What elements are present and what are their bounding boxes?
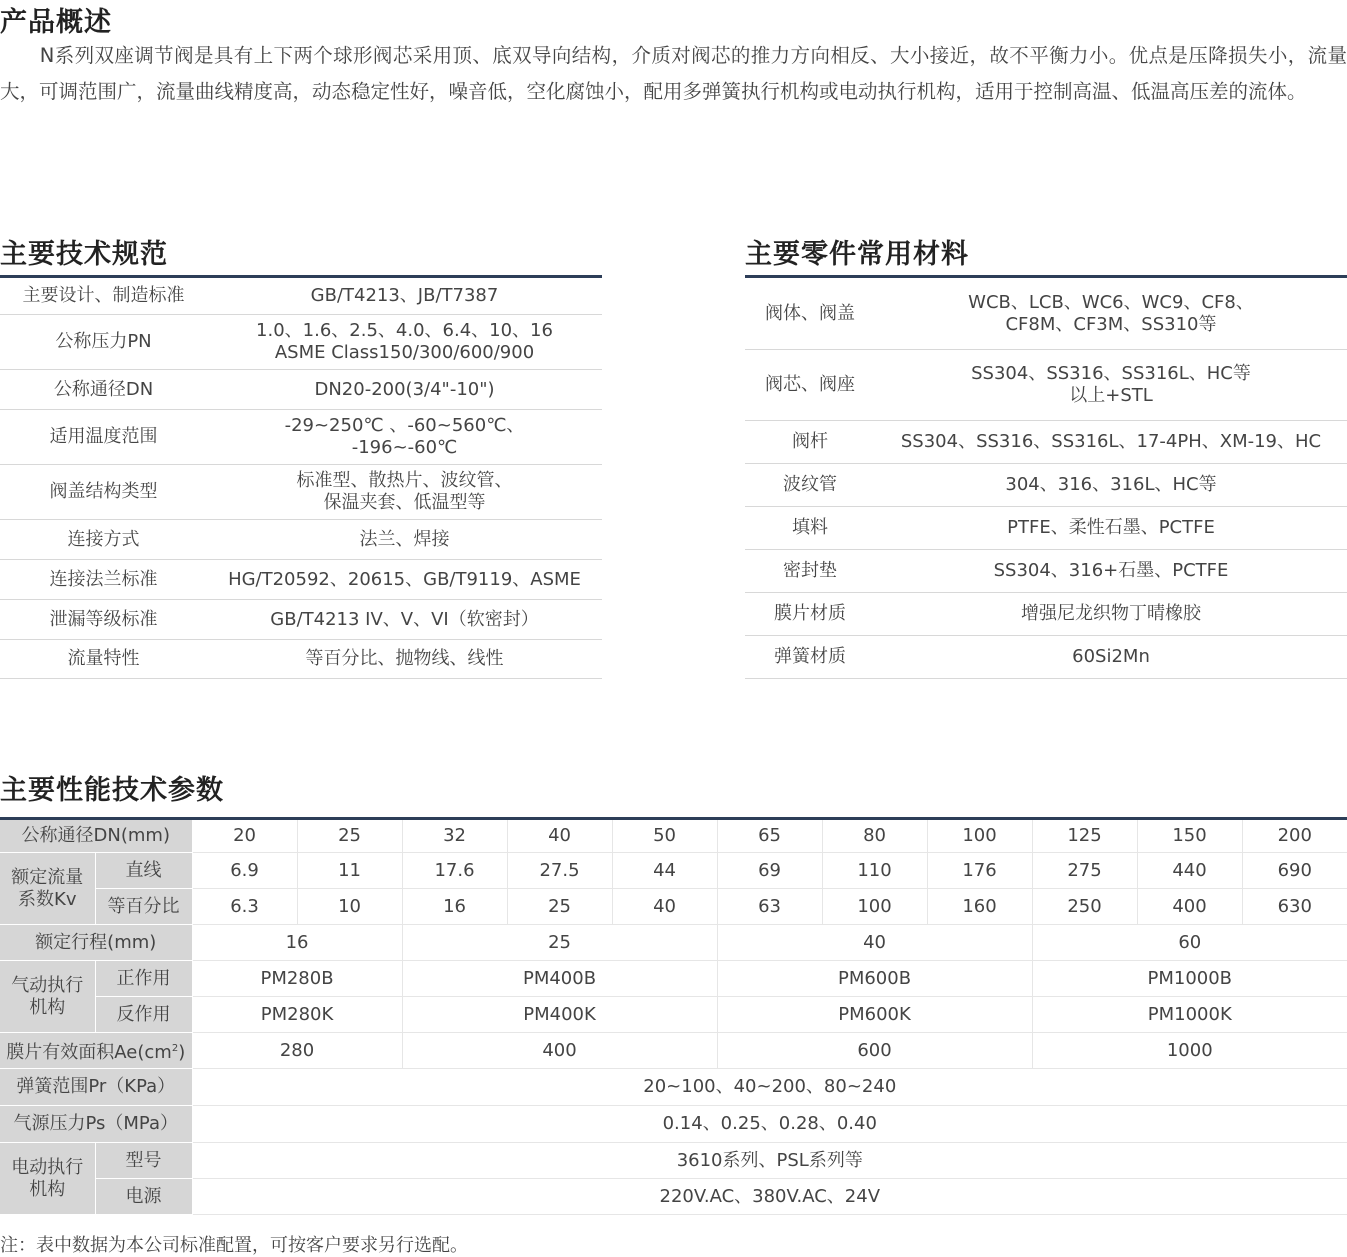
footnote: 注：表中数据为本公司标准配置，可按客户要求另行选配。 [0,1235,468,1256]
material-value: SS304、316+石墨、PCTFE [875,550,1347,593]
spec-row [0,465,602,520]
spec-row [0,277,602,315]
air-label: 气源压力Ps（MPa） [0,1106,192,1143]
spec-value: GB/T4213 IV、V、VI（软密封） [207,600,602,640]
spec-row [0,410,602,465]
row-kv-eq [0,889,1347,925]
specs-title: 主要技术规范 [0,239,168,270]
spec-row [0,370,602,410]
material-value: PTFE、柔性石墨、PCTFE [875,507,1347,550]
material-row [745,507,1347,550]
kv-cell: 27.5 [507,853,612,889]
area-cell: 280 [192,1033,402,1069]
stroke-cell: 25 [402,925,717,961]
row-area [0,1033,1347,1069]
spring-label: 弹簧范围Pr（KPa） [0,1069,192,1106]
kv-cell: 6.3 [192,889,297,925]
material-row [745,550,1347,593]
dn-cell: 40 [507,819,612,853]
air-cell: 0.14、0.25、0.28、0.40 [192,1106,1347,1143]
pneu-label: 气动执行 机构 [0,961,95,1033]
spec-label: 泄漏等级标准 [0,600,207,640]
material-row [745,277,1347,350]
spec-label: 阀盖结构类型 [0,465,207,520]
dn-cell: 20 [192,819,297,853]
kv-cell: 10 [297,889,402,925]
spec-label: 公称通径DN [0,370,207,410]
performance-title: 主要性能技术参数 [0,775,224,806]
reverse-cell: PM600K [717,997,1032,1033]
spec-value: 1.0、1.6、2.5、4.0、6.4、10、16 ASME Class150/300/600/900 [207,315,602,370]
reverse-cell: PM1000K [1032,997,1347,1033]
material-value: WCB、LCB、WC6、WC9、CF8、 CF8M、CF3M、SS310等 [875,277,1347,350]
row-stroke [0,925,1347,961]
spec-label: 连接法兰标准 [0,560,207,600]
direct-cell: PM600B [717,961,1032,997]
material-value: 60Si2Mn [875,636,1347,679]
material-row [745,421,1347,464]
stroke-cell: 40 [717,925,1032,961]
kv-cell: 630 [1242,889,1347,925]
kv-label: 额定流量 系数Kv [0,853,95,925]
kv-cell: 11 [297,853,402,889]
material-label: 波纹管 [745,464,875,507]
dn-cell: 125 [1032,819,1137,853]
direct-label: 正作用 [95,961,192,997]
spec-row [0,600,602,640]
dn-cell: 25 [297,819,402,853]
kv-cell: 110 [822,853,927,889]
dn-cell: 65 [717,819,822,853]
row-air [0,1106,1347,1143]
direct-cell: PM280B [192,961,402,997]
kv-cell: 69 [717,853,822,889]
row-kv-linear [0,853,1347,889]
spec-row [0,520,602,560]
spec-value: 等百分比、抛物线、线性 [207,640,602,679]
elec-label: 电动执行 机构 [0,1143,95,1215]
dn-cell: 50 [612,819,717,853]
spec-label: 连接方式 [0,520,207,560]
area-cell: 600 [717,1033,1032,1069]
direct-cell: PM400B [402,961,717,997]
kv-cell: 690 [1242,853,1347,889]
spec-row [0,640,602,679]
kv-cell: 100 [822,889,927,925]
spec-row [0,315,602,370]
kv-cell: 25 [507,889,612,925]
material-value: 增强尼龙织物丁晴橡胶 [875,593,1347,636]
kv-linear-label: 直线 [95,853,192,889]
spec-row [0,560,602,600]
stroke-cell: 60 [1032,925,1347,961]
kv-cell: 40 [612,889,717,925]
dn-cell: 80 [822,819,927,853]
kv-cell: 400 [1137,889,1242,925]
spec-value: 标准型、散热片、波纹管、 保温夹套、低温型等 [207,465,602,520]
kv-cell: 63 [717,889,822,925]
stroke-cell: 16 [192,925,402,961]
model-label: 型号 [95,1143,192,1179]
material-label: 密封垫 [745,550,875,593]
material-value: 304、316、316L、HC等 [875,464,1347,507]
dn-cell: 150 [1137,819,1242,853]
kv-cell: 160 [927,889,1032,925]
model-cell: 3610系列、PSL系列等 [192,1143,1347,1179]
area-label-sup: 2 [171,1042,179,1054]
material-label: 填料 [745,507,875,550]
materials-title: 主要零件常用材料 [745,239,969,270]
area-cell: 400 [402,1033,717,1069]
kv-eq-label: 等百分比 [95,889,192,925]
spring-cell: 20~100、40~200、80~240 [192,1069,1347,1106]
power-cell: 220V.AC、380V.AC、24V [192,1179,1347,1215]
stroke-label: 额定行程(mm) [0,925,192,961]
row-direct [0,961,1347,997]
row-power [0,1179,1347,1215]
spec-value: GB/T4213、JB/T7387 [207,277,602,315]
spec-value: 法兰、焊接 [207,520,602,560]
row-model [0,1143,1347,1179]
reverse-cell: PM400K [402,997,717,1033]
direct-cell: PM1000B [1032,961,1347,997]
material-value: SS304、SS316、SS316L、HC等 以上+STL [875,350,1347,421]
kv-cell: 250 [1032,889,1137,925]
spec-label: 流量特性 [0,640,207,679]
kv-cell: 17.6 [402,853,507,889]
material-label: 阀杆 [745,421,875,464]
kv-cell: 440 [1137,853,1242,889]
material-row [745,350,1347,421]
row-reverse [0,997,1347,1033]
spec-value: DN20-200(3/4"-10") [207,370,602,410]
material-row [745,593,1347,636]
performance-table [0,817,1347,1215]
area-label-end: ) [178,1041,186,1063]
kv-cell: 176 [927,853,1032,889]
reverse-label: 反作用 [95,997,192,1033]
area-label-text: 膜片有效面积Ae(cm [6,1041,172,1063]
spec-value: -29~250℃ 、-60~560℃、 -196~-60℃ [207,410,602,465]
material-label: 弹簧材质 [745,636,875,679]
spec-label: 适用温度范围 [0,410,207,465]
overview-text: N系列双座调节阀是具有上下两个球形阀芯采用顶、底双导向结构，介质对阀芯的推力方向相反、大小接近，故不平衡力小。优点是压降损失小，流量大，可调范围广，流量曲线精度高，动态稳定性好，噪音低，空化腐蚀小，配用多弹簧执行机构或电动执行机构，适用于控制高温、低温高压差的流体。 [0,44,1347,103]
row-spring [0,1069,1347,1106]
power-label: 电源 [95,1179,192,1215]
material-label: 阀芯、阀座 [745,350,875,421]
area-cell: 1000 [1032,1033,1347,1069]
dn-cell: 200 [1242,819,1347,853]
spec-label: 公称压力PN [0,315,207,370]
materials-table [745,275,1347,679]
specs-table [0,275,602,679]
spec-value: HG/T20592、20615、GB/T9119、ASME [207,560,602,600]
kv-cell: 44 [612,853,717,889]
material-row [745,464,1347,507]
dn-cell: 100 [927,819,1032,853]
area-label [0,1033,192,1069]
spec-label: 主要设计、制造标准 [0,277,207,315]
kv-cell: 275 [1032,853,1137,889]
kv-cell: 6.9 [192,853,297,889]
material-value: SS304、SS316、SS316L、17-4PH、XM-19、HC [875,421,1347,464]
dn-cell: 32 [402,819,507,853]
material-label: 膜片材质 [745,593,875,636]
row-dn [0,819,1347,853]
overview-title: 产品概述 [0,7,112,38]
material-row [745,636,1347,679]
dn-label: 公称通径DN(mm) [0,819,192,853]
material-label: 阀体、阀盖 [745,277,875,350]
reverse-cell: PM280K [192,997,402,1033]
kv-cell: 16 [402,889,507,925]
